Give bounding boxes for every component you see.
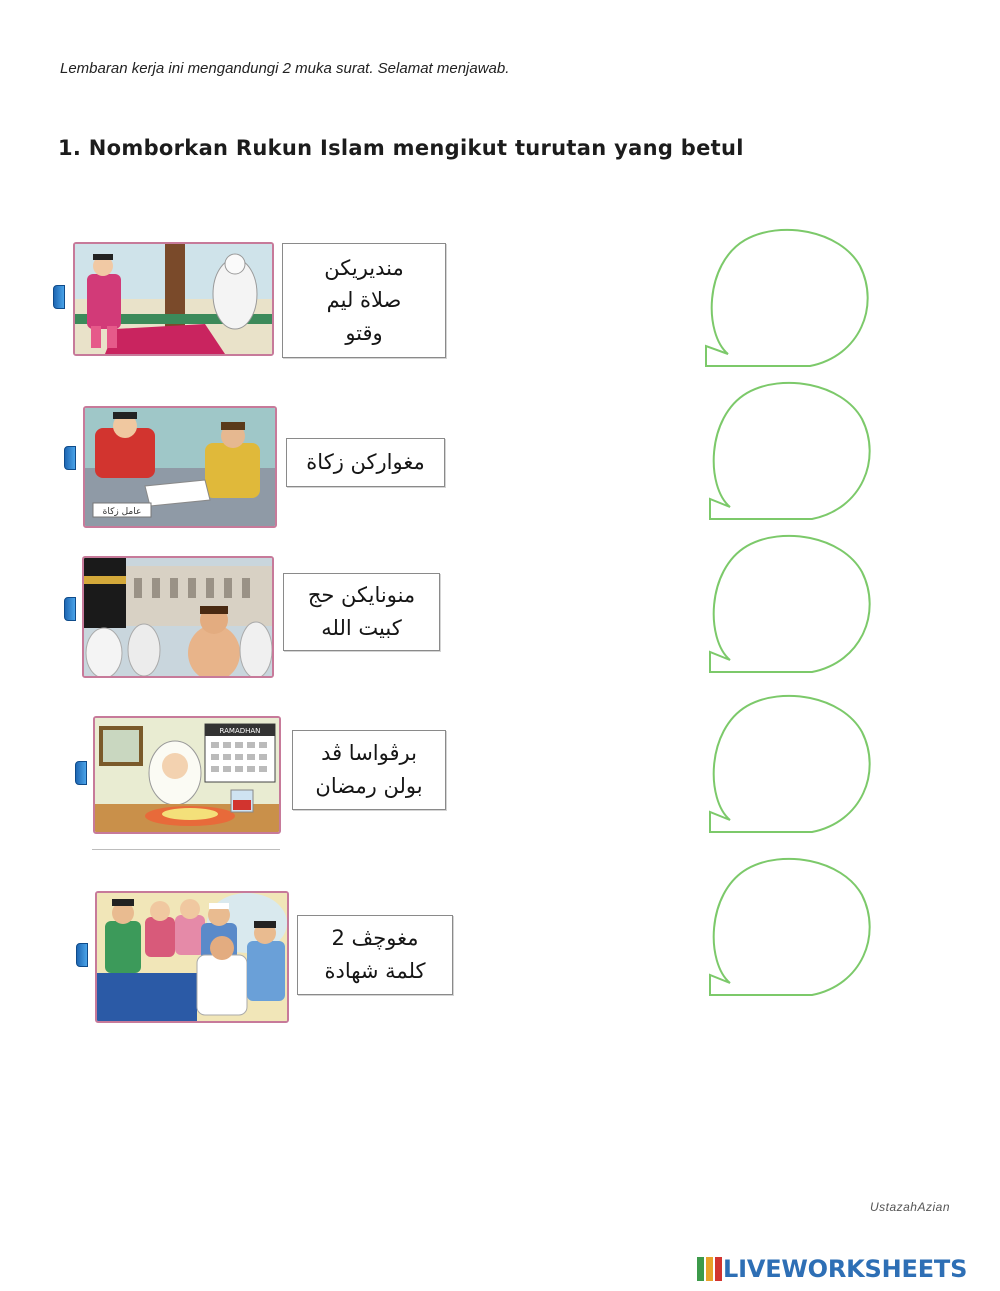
caption-hajj [283,573,440,651]
zakat-picture [83,406,277,528]
drag-handle-3[interactable] [64,597,76,621]
caption-line: صلاة ليم [326,288,402,313]
answer-box-3[interactable] [700,532,880,681]
drag-handle-4[interactable] [75,761,87,785]
caption-line: بولن رمضان [315,774,423,798]
hajj-picture [82,556,274,678]
caption-shahada [297,915,453,995]
caption-fasting [292,730,446,810]
intro-text: Lembaran kerja ini mengandungi 2 muka surat. Selamat menjawab. [60,60,510,77]
caption-line: كلمة شهادة [324,959,426,983]
drag-handle-2[interactable] [64,446,76,470]
caption-line: مغوارکن زكاة [306,450,425,475]
drag-handle-1[interactable] [53,285,65,309]
answer-box-5[interactable] [700,855,880,1004]
caption-zakat [286,438,445,487]
answer-box-4[interactable] [700,692,880,841]
answer-box-2[interactable] [700,379,880,528]
caption-line: مغوچڤ 2 [331,926,419,951]
answer-box-1[interactable] [700,226,875,375]
caption-line: منونايكن حج [307,583,416,608]
author-credit: UstazahAzian [869,1200,950,1214]
drag-handle-5[interactable] [76,943,88,967]
caption-line: برڤواسا ڤد [321,741,417,766]
shahada-picture [95,891,289,1023]
picture-label: عامل زكاة [102,507,142,517]
caption-line: منديريكن [324,255,404,280]
liveworksheets-logo-icon [697,1257,723,1281]
question-title: 1. Nomborkan Rukun Islam mengikut turutan yang betul [58,136,744,160]
picture-label: RAMADHAN [219,727,261,735]
caption-prayer [282,243,446,358]
prayer-picture [73,242,274,356]
liveworksheets-logo [697,1255,967,1283]
caption-line: وقتو [345,320,383,345]
separator-line [92,849,280,850]
caption-line: كبيت الله [321,616,402,640]
fasting-picture [93,716,281,834]
brand-name: LIVEWORKSHEETS [723,1255,968,1283]
